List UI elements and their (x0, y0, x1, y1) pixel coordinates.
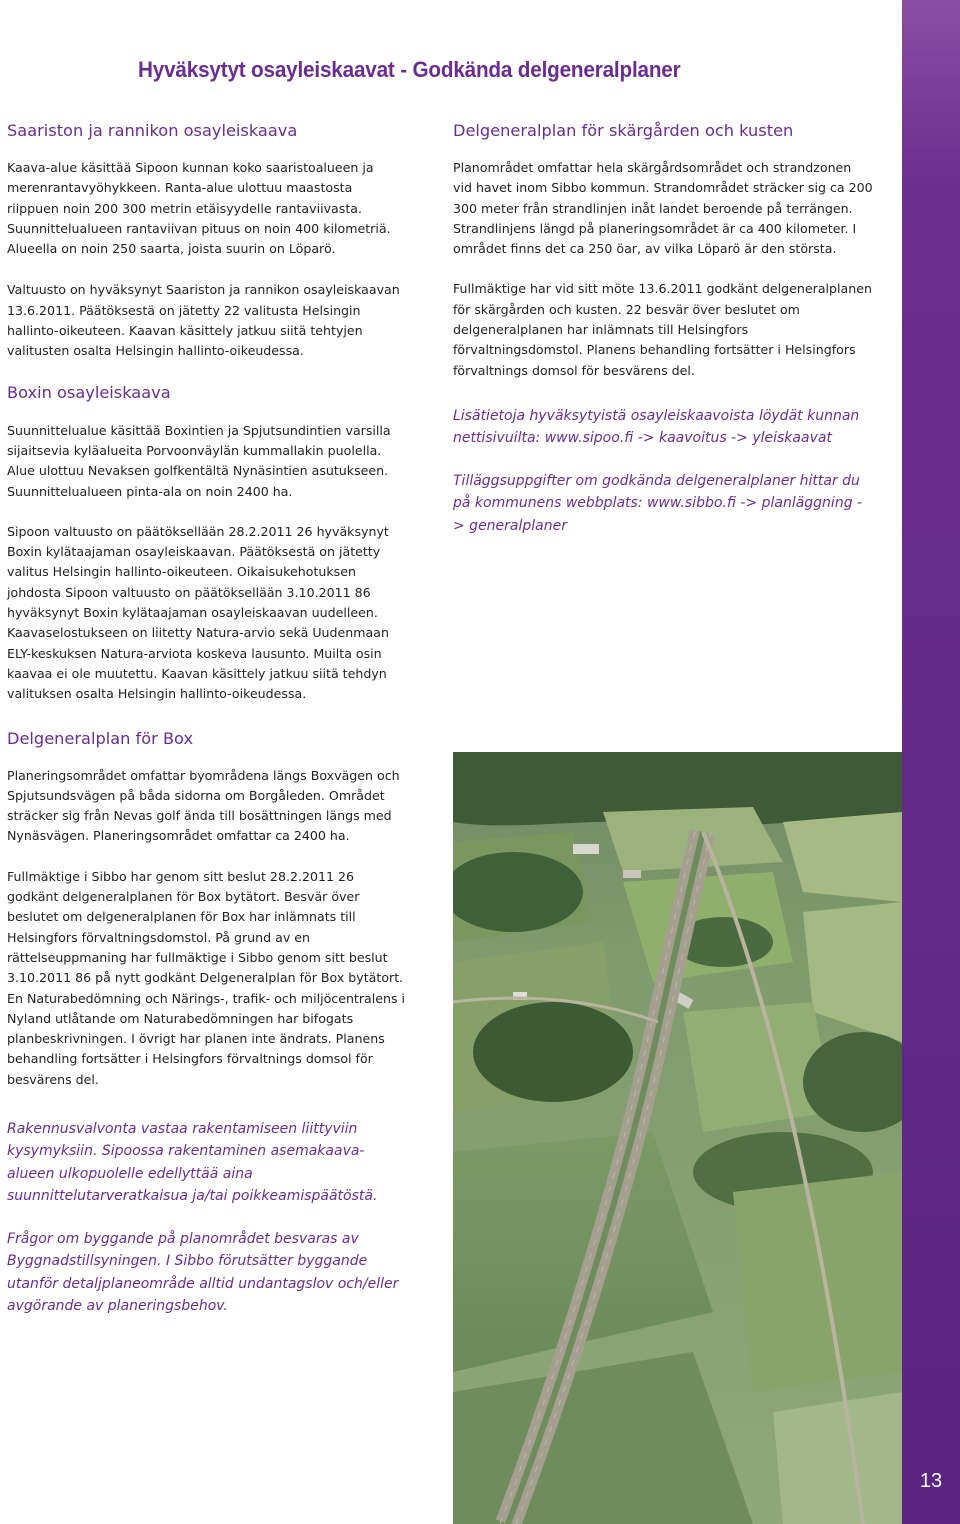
page-title: Hyväksytyt osayleiskaavat - Godkända delgeneralplaner (138, 57, 681, 82)
paragraph-boxin-area: Suunnittelualue käsittää Boxintien ja Spjutsundintien varsilla sijaitsevia kyläalueita Porvoonväylän kummallakin puolella. Alue ulottuu Nevaksen golfkentältä Nynäsintien asutukseen. Suunnittelualueen pinta-ala on noin 2400 ha. (7, 422, 391, 499)
paragraph-boxin-decision: Sipoon valtuusto on päätöksellään 28.2.2011 26 hyväksynyt Boxin kylätaajaman osayleiskaavan. Päätöksestä on jätetty valitus Helsingin hallinto-oikeuteen. Oikaisukehotuksen johdosta Sipoon valtuusto on päätöksellään 3.10.2011 86 hyväksynyt Boxin kylätaajaman osayleiskaavan uudelleen. Kaavaselostukseen on liitetty Natura-arvio sekä Uudenmaan ELY-keskuksen Natura-arviota koskeva lausunto. Muilta osin kaavaa ei ole muutettu. Kaavan käsittely jatkuu siitä tehdyn valituksen osalta Helsingin hallinto-oikeudessa. (7, 523, 389, 702)
sidebar-band (902, 0, 960, 1524)
aerial-photo (453, 752, 902, 1524)
right-column (453, 120, 873, 537)
note-rakennusvalvonta: Rakennusvalvonta vastaa rakentamiseen liittyviin kysymyksiin. Sipoossa rakentaminen asemakaava-alueen ulkopuolelle edellyttää aina suunnittelutarveratkaisua ja/tai poikkeamispäätöstä. (7, 1120, 378, 1205)
paragraph-saariston-decision: Valtuusto on hyväksynyt Saariston ja rannikon osayleiskaavan 13.6.2011. Päätöksestä on jätetty 22 valitusta Helsingin hallinto-oikeuteen. Kaavan käsittely jatkuu siitä tehtyjen valitusten osalta Helsingin hallinto-oikeudessa. (7, 282, 400, 359)
section-heading-skargarden: Delgeneralplan för skärgården och kusten (453, 121, 794, 140)
paragraph-skargarden-decision: Fullmäktige har vid sitt möte 13.6.2011 godkänt delgeneralplanen för skärgården och kusten. 22 besvär över beslutet om delgeneralplanen har inlämnats till Helsingfors förvaltningsdomstol. Planens behandling fortsätter i Helsingfors förvaltnings domsol för besvärens del. (453, 281, 872, 378)
paragraph-box-decision: Fullmäktige i Sibbo har genom sitt beslut 28.2.2011 26 godkänt delgeneralplanen för Box bytätort. Besvär över beslutet om delgeneralplanen för Box har inlämnats till Helsingfors förvaltningsdomstol. På grund av en rättelseuppmaning har fullmäktige i Sibbo genom sitt beslut 3.10.2011 86 på nytt godkänt Delgeneralplan för Box bytätort. En Naturabedömning och Närings-, trafik- och miljöcentralens i Nyland utlåtande om Naturabedömningen har bifogats planbeskrivningen. I övrigt har planen inte ändrats. Planens behandling fortsätter i Helsingfors förvaltnings domsol för besvärens del. (7, 868, 406, 1087)
section-heading-saariston: Saariston ja rannikon osayleiskaava (7, 121, 298, 140)
page-number: 13 (919, 1470, 943, 1492)
note-byggnadstillsyningen: Frågor om byggande på planområdet besvaras av Byggnadstillsyningen. I Sibbo förutsätter byggande utanför detaljplaneområde alltid undantagslov och/eller avgörande av planeringsbehov. (7, 1230, 399, 1315)
note-lisatietoja: Lisätietoja hyväksytyistä osayleiskaavoista löydät kunnan nettisivuilta: www.sipoo.fi -> kaavoitus -> yleiskaavat (453, 407, 860, 447)
aerial-landscape-illustration (453, 752, 902, 1524)
paragraph-skargarden-area: Planområdet omfattar hela skärgårdsområdet och strandzonen vid havet inom Sibbo kommun. Strandområdet sträcker sig ca 200 300 meter från strandlinjen inåt landet beroende på terrängen. Strandlinjens längd på planeringsområdet är ca 400 kilometer. I området finns det ca 250 öar, av vilka Löparö är den största. (453, 160, 873, 257)
section-heading-boxin: Boxin osayleiskaava (7, 382, 171, 402)
paragraph-saariston-area: Kaava-alue käsittää Sipoon kunnan koko saaristoalueen ja merenrantavyöhykkeen. Ranta-alue ulottuu maastosta riippuen noin 200 300 metrin etäisyydelle rantaviivasta. Suunnittelualueen rantaviivan pituus on noin 400 kilometriä. Alueella on noin 250 saarta, joista suurin on Löparö. (7, 160, 391, 257)
section-heading-box: Delgeneralplan för Box (7, 728, 194, 748)
paragraph-box-area: Planeringsområdet omfattar byområdena längs Boxvägen och Spjutsundsvägen på båda sidorna om Borgåleden. Området sträcker sig från Nevas golf ända till bosättningen längs med Nynäsvägen. Planeringsområdet omfattar ca 2400 ha. (7, 767, 400, 844)
left-column (7, 120, 407, 1318)
note-tillaggsuppgifter: Tilläggsuppgifter om godkända delgeneralplaner hittar du på kommunens webbplats: www.sibbo.fi -> planläggning -> generalplaner (453, 472, 863, 534)
